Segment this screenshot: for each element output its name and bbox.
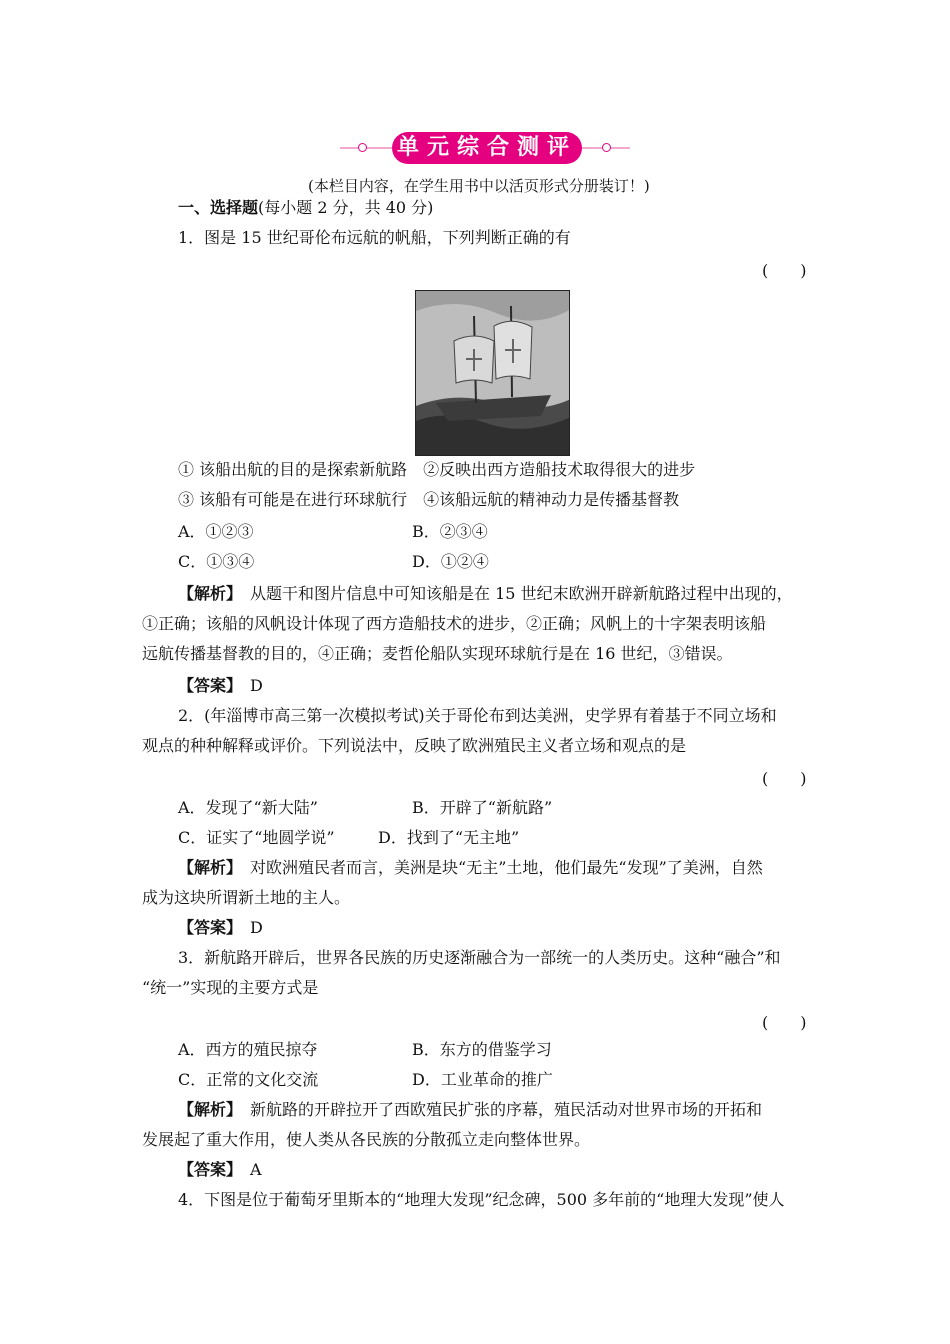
q2-stem-2: 观点的种种解释或评价。下列说法中，反映了欧洲殖民主义者立场和观点的是 (142, 736, 687, 755)
q2-answer-paren: ( ) (762, 769, 807, 788)
q1-analysis-line-2: ①正确；该船的风帆设计体现了西方造船技术的进步，②正确；风帆上的十字架表明该船 (142, 614, 767, 633)
section-heading-bold: 一、选择题 (178, 198, 259, 217)
q2-option-d: D．找到了“无主地” (378, 828, 520, 847)
banner-left-dot (358, 143, 367, 152)
section-heading-rest: (每小题 2 分，共 40 分) (258, 198, 434, 217)
q3-answer-line (178, 1160, 262, 1180)
q3-stem-2: “统一”实现的主要方式是 (142, 978, 319, 997)
banner-right-dot (602, 143, 611, 152)
q3-stem-1: 3．新航路开辟后，世界各民族的历史逐渐融合为一部统一的人类历史。这种“融合”和 (178, 948, 781, 967)
q2-option-a: A．发现了“新大陆” (178, 798, 318, 817)
q1-statement-2: ③ 该船有可能是在进行环球航行 ④该船远航的精神动力是传播基督教 (178, 490, 680, 509)
q2-analysis-line-1 (178, 858, 763, 878)
q3-analysis-label: 【解析】 (178, 1100, 235, 1119)
ship-image (415, 290, 570, 456)
q2-answer-line (178, 918, 263, 938)
q1-answer-value: D (250, 676, 263, 695)
q1-option-c: C．①③④ (178, 552, 255, 571)
q2-option-b: B．开辟了“新航路” (412, 798, 553, 817)
q2-analysis-label: 【解析】 (178, 858, 235, 877)
q3-option-d: D．工业革命的推广 (412, 1070, 553, 1089)
unit-test-banner (340, 128, 630, 168)
q3-analysis-line-2: 发展起了重大作用，使人类从各民族的分散孤立走向整体世界。 (142, 1130, 591, 1149)
q1-answer-label: 【答案】 (178, 676, 235, 695)
page-title: 单元综合测评 (396, 135, 577, 160)
q2-analysis-line-2: 成为这块所谓新土地的主人。 (142, 888, 351, 907)
q1-analysis-text-1: 从题干和图片信息中可知该船是在 15 世纪末欧洲开辟新航路过程中出现的， (250, 584, 793, 603)
q2-option-c: C．证实了“地圆学说” (178, 828, 335, 847)
q4-stem-1: 4．下图是位于葡萄牙里斯本的“地理大发现”纪念碑，500 多年前的“地理大发现”使人 (178, 1190, 785, 1209)
q3-option-b: B．东方的借鉴学习 (412, 1040, 552, 1059)
q2-stem-1: 2．(年淄博市高三第一次模拟考试)关于哥伦布到达美洲，史学界有着基于不同立场和 (178, 706, 777, 725)
q1-answer-paren: ( ) (762, 261, 807, 280)
q2-answer-label: 【答案】 (178, 918, 235, 937)
q3-answer-paren: ( ) (762, 1013, 807, 1032)
q3-option-c: C．正常的文化交流 (178, 1070, 319, 1089)
q1-option-b: B．②③④ (412, 522, 488, 541)
q1-stem: 1．图是 15 世纪哥伦布远航的帆船，下列判断正确的有 (178, 228, 571, 247)
q3-answer-label: 【答案】 (178, 1160, 235, 1179)
ship-illustration (416, 291, 570, 456)
q1-option-d: D．①②④ (412, 552, 489, 571)
q1-statement-1: ① 该船出航的目的是探索新航路 ②反映出西方造船技术取得很大的进步 (178, 460, 696, 479)
q1-analysis-label: 【解析】 (178, 584, 235, 603)
q3-analysis-text-1: 新航路的开辟拉开了西欧殖民扩张的序幕，殖民活动对世界市场的开拓和 (250, 1100, 763, 1119)
q3-analysis-line-1 (178, 1100, 762, 1120)
q1-option-a: A．①②③ (178, 522, 254, 541)
q2-answer-value: D (250, 918, 263, 937)
q1-answer-line (178, 676, 263, 696)
q3-answer-value: A (250, 1160, 262, 1179)
q2-analysis-text-1: 对欧洲殖民者而言，美洲是块“无主”土地，他们最先“发现”了美洲，自然 (250, 858, 763, 877)
section-heading (178, 198, 433, 218)
q1-analysis-line-1 (178, 584, 793, 604)
q1-analysis-line-3: 远航传播基督教的目的，④正确；麦哲伦船队实现环球航行是在 16 世纪，③错误。 (142, 644, 733, 663)
binding-note: (本栏目内容，在学生用书中以活页形式分册装订！) (308, 177, 650, 195)
q3-option-a: A．西方的殖民掠夺 (178, 1040, 318, 1059)
